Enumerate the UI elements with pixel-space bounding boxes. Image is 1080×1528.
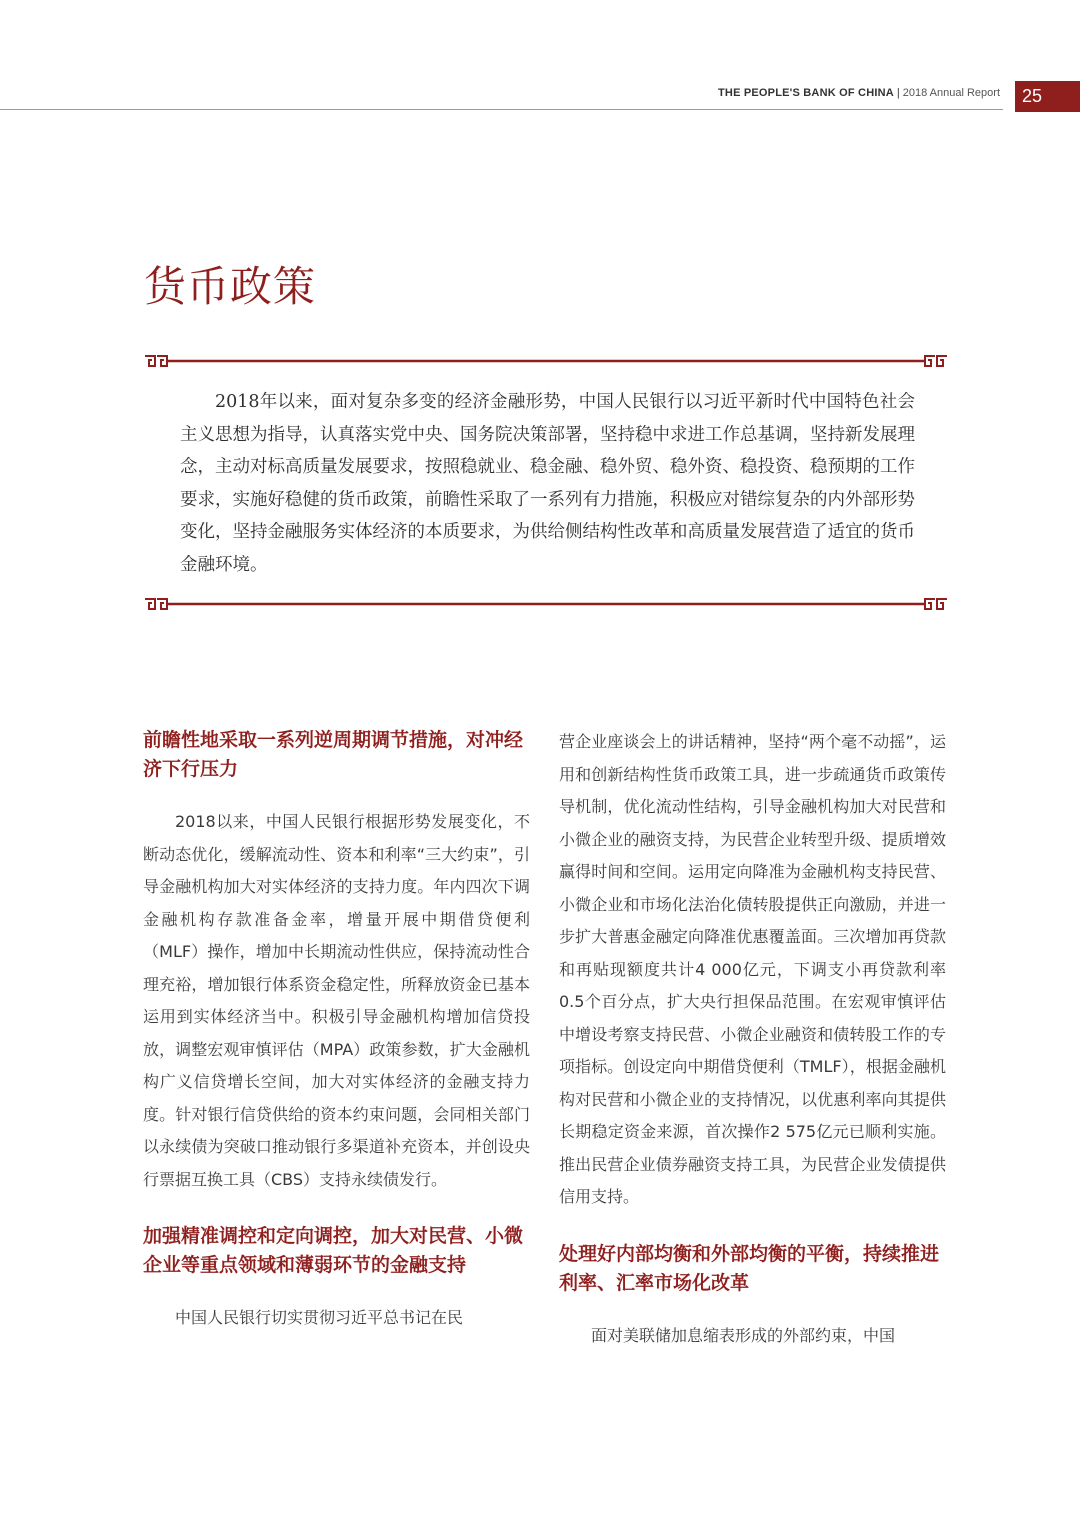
right-column bbox=[559, 726, 946, 1352]
fret-left-icon bbox=[145, 599, 167, 609]
running-head-report: 2018 Annual Report bbox=[902, 87, 1000, 99]
fret-right-icon bbox=[925, 599, 947, 609]
right-heading: 处理好内部均衡和外部均衡的平衡，持续推进利率、汇率市场化改革 bbox=[559, 1242, 940, 1294]
page-number: 25 bbox=[1015, 81, 1080, 112]
ornament-rule-bottom bbox=[144, 597, 948, 611]
intro-paragraph: 2018年以来，面对复杂多变的经济金融形势，中国人民银行以习近平新时代中国特色社会主义思想为指导，认真落实党中央、国务院决策部署，坚持稳中求进工作总基调，坚持新发展理念，主动对标高质量发展要求，按照稳就业、稳金融、稳外贸、稳外资、稳投资、稳预期的工作要求，实施好稳健的货币政策，前瞻性采取了一系列有力措施，积极应对错综复杂的内外部形势变化，坚持金融服务实体经济的本质要求，为供给侧结构性改革和高质量发展营造了适宜的货币金融环境。 bbox=[180, 392, 915, 575]
right-paragraph-1: 营企业座谈会上的讲话精神，坚持“两个毫不动摇”，运用和创新结构性货币政策工具，进一步疏通货币政策传导机制，优化流动性结构，引导金融机构加大对民营和小微企业的融资支持，为民营企业转型升级、提质增效赢得时间和空间。运用定向降准为金融机构支持民营、小微企业和市场化法治化债转股提供正向激励，并进一步扩大普惠金融定向降准优惠覆盖面。三次增加再贷款和再贴现额度共计4 000亿元，下调支小再贷款利率0.5个百分点，扩大央行担保品范围。在宏观审慎评估中增设考察支持民营、小微企业融资和债转股工作的专项指标。创设定向中期借贷便利（TMLF），根据金融机构对民营和小微企业的支持情况，以优惠利率向其提供长期稳定资金来源，首次操作2 575亿元已顺利实施。推出民营企业债券融资支持工具，为民营企业发债提供信用支持。 bbox=[559, 732, 946, 1206]
page-title: 货币政策 bbox=[144, 262, 317, 311]
left-heading-2: 加强精准调控和定向调控，加大对民营、小微企业等重点领域和薄弱环节的金融支持 bbox=[143, 1225, 524, 1276]
left-heading-1: 前瞻性地采取一系列逆周期调节措施，对冲经济下行压力 bbox=[143, 729, 524, 780]
running-head bbox=[718, 87, 1000, 99]
fret-right-icon bbox=[925, 356, 947, 366]
right-paragraph-2: 面对美联储加息缩表形成的外部约束，中国 bbox=[591, 1325, 896, 1345]
ornament-rule-top bbox=[144, 354, 948, 368]
running-head-separator: | bbox=[896, 87, 900, 99]
left-column bbox=[143, 726, 530, 1335]
left-paragraph-1: 2018以来，中国人民银行根据形势发展变化，不断动态优化，缓解流动性、资本和利率“三大约束”，引导金融机构加大对实体经济的支持力度。年内四次下调金融机构存款准备金率，增量开展中期借贷便利（MLF）操作，增加中长期流动性供应，保持流动性合理充裕，增加银行体系资金稳定性，所释放资金已基本运用到实体经济当中。积极引导金融机构增加信贷投放，调整宏观审慎评估（MPA）政策参数，扩大金融机构广义信贷增长空间，加大对实体经济的金融支持力度。针对银行信贷供给的资本约束问题，会同相关部门以永续债为突破口推动银行多渠道补充资本，并创设央行票据互换工具（CBS）支持永续债发行。 bbox=[143, 812, 530, 1189]
left-paragraph-2: 中国人民银行切实贯彻习近平总书记在民 bbox=[175, 1308, 464, 1327]
running-head-org: THE PEOPLE'S BANK OF CHINA bbox=[718, 87, 894, 99]
fret-left-icon bbox=[145, 356, 167, 366]
header-divider bbox=[0, 109, 1003, 110]
